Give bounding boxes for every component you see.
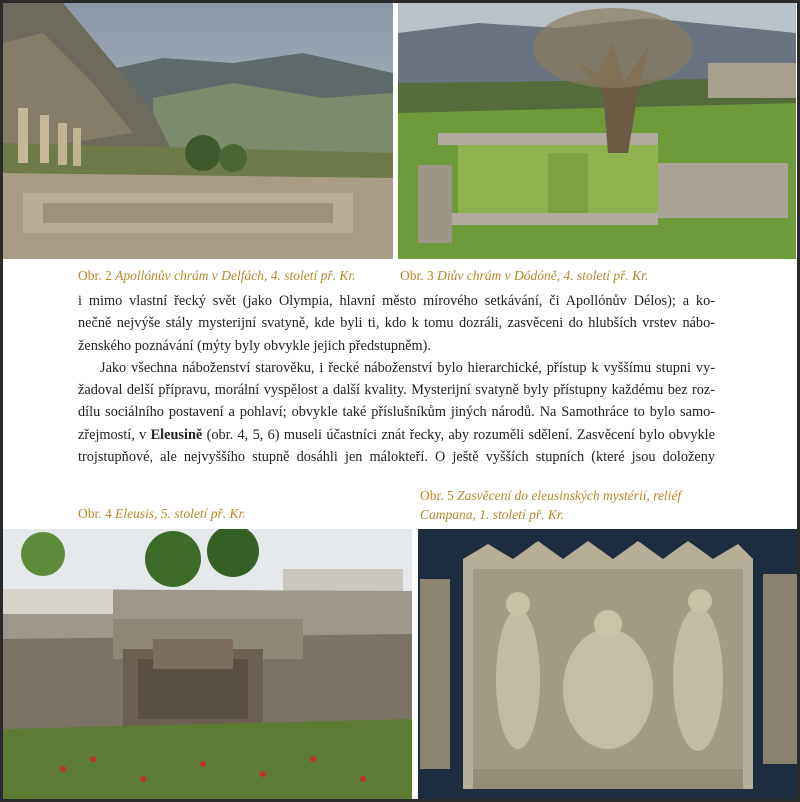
body-line: nečně nejvýše stály mysterijní svatyně, kde byli ti, kdo k tomu dozráli, zasvěceni do hlubších vrstev nábo- (78, 315, 715, 332)
body-line: ženského poznávání (mýty byly obvykle jejich předstupněm). (78, 337, 431, 354)
body-line: zřejmostí, v Eleusině (obr. 4, 5, 6) museli účastníci znát řecky, aby rozuměli sdělení. Zasvěcení bylo obvykle (78, 426, 715, 443)
figure-caption-4: Obr. 4 Eleusis, 5. století př. Kr. (78, 506, 246, 521)
photo-zeus-temple-dodona (398, 3, 796, 259)
figure-caption-2: Obr. 2 Apollónův chrám v Delfách, 4. století př. Kr. (78, 268, 356, 283)
photo-eleusis (3, 529, 412, 799)
body-line: žadoval delší přípravu, morální vyspělost a další kvality. Mysterijní svatyně byly přístupny každému bez roz- (78, 382, 715, 399)
eleusis-bold: Eleusině (150, 426, 203, 443)
body-line: dílu sociálního postavení a pohlaví; obvykle také příslušníkům jiných národů. Na Samothráce to bylo samo- (78, 404, 715, 421)
figure-caption-3: Obr. 3 Diův chrám v Dódóně, 4. století př. Kr. (400, 268, 649, 283)
photo-campana-relief (418, 529, 798, 799)
body-line: i mimo vlastní řecký svět (jako Olympia, hlavní město mírového setkávání, či Apollónův Délos); a ko- (78, 293, 715, 309)
photo-apollo-temple-delphi (3, 3, 393, 259)
body-line: Jako všechna náboženství starověku, i řecké náboženství bylo hierarchické, přístup k vyššímu stupni vy- (100, 359, 715, 376)
figure-caption-5: Obr. 5 Zasvěcení do eleusinských mystérií, reliéf Campana, 1. století př. Kr. (420, 488, 682, 522)
body-text (78, 290, 715, 468)
body-line: trojstupňové, ale nejvyššího stupně dosáhli jen málokteří. O ještě vyšších stupních (které jsou doloženy (78, 449, 715, 466)
